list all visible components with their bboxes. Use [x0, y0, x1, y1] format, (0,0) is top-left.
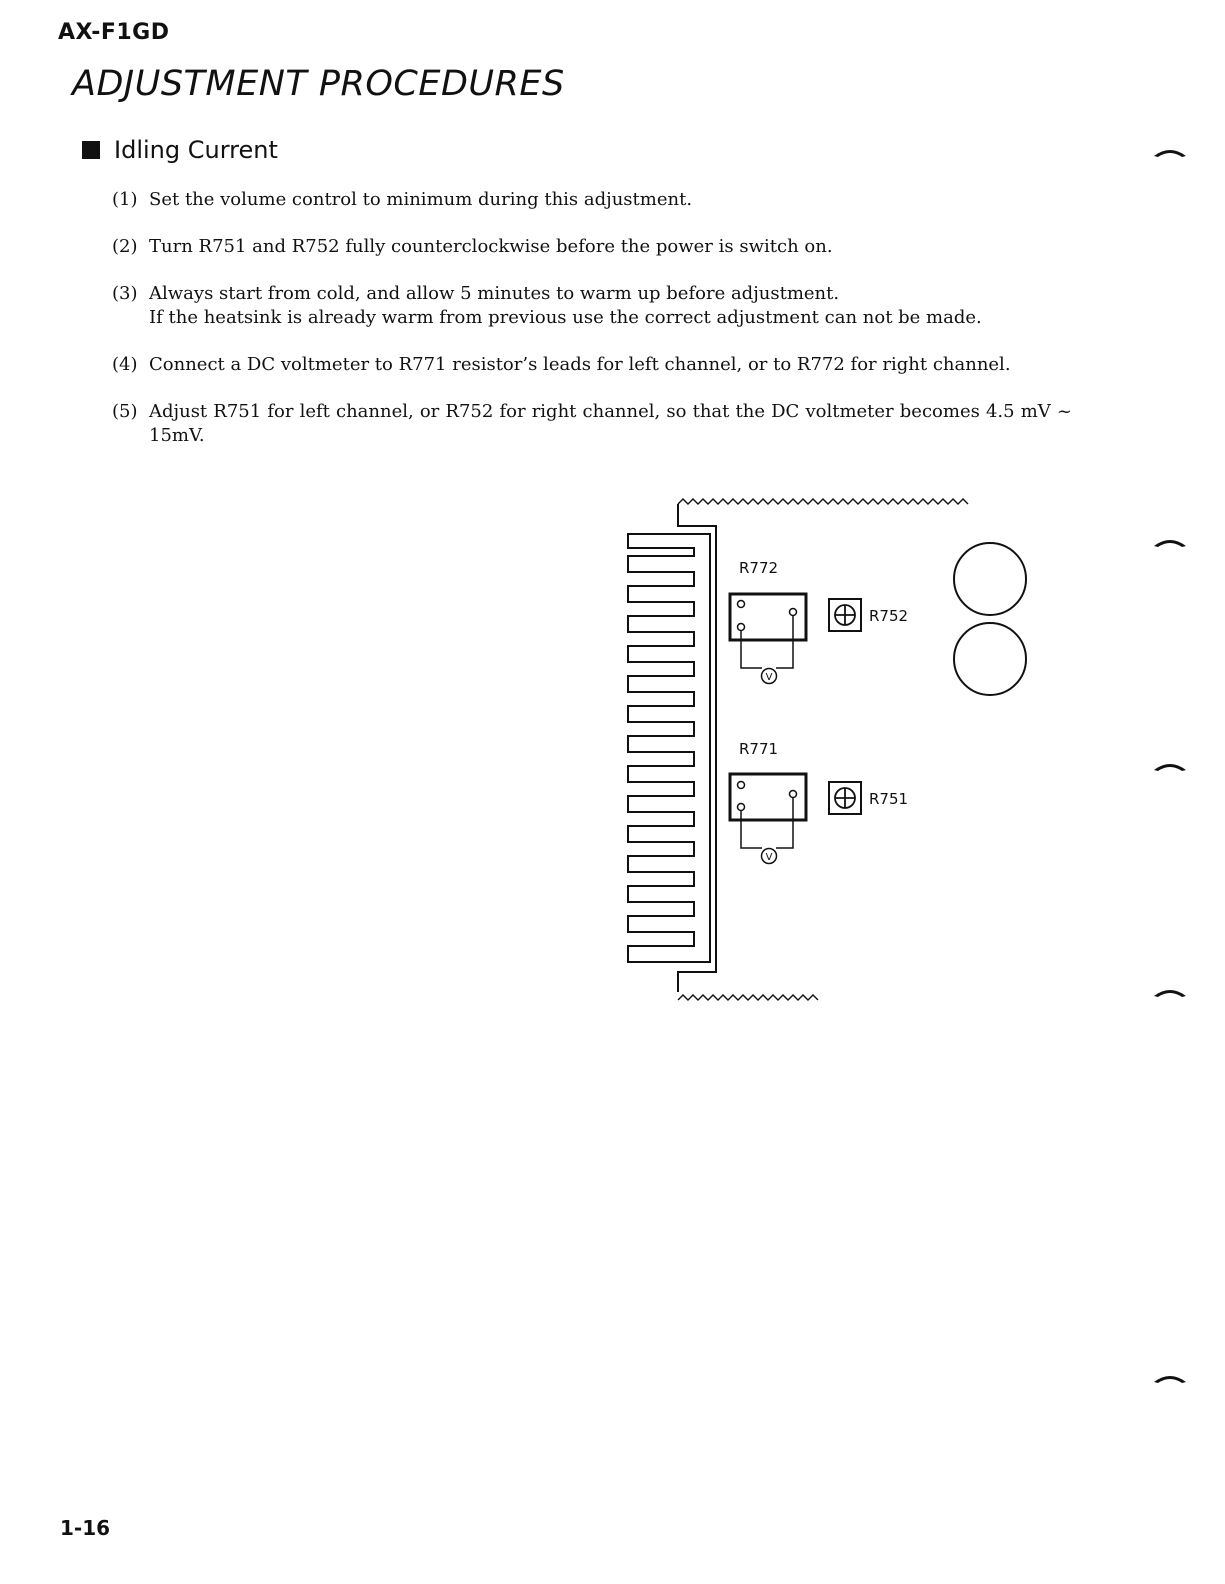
label-r772: R772 [739, 559, 779, 577]
label-r771: R771 [739, 740, 779, 758]
binding-mark-icon [1152, 1372, 1188, 1386]
step-item [112, 282, 1072, 330]
capacitor-bottom [954, 623, 1026, 695]
page-title: ADJUSTMENT PROCEDURES [72, 64, 565, 104]
step-text: Connect a DC voltmeter to R771 resistor’s leads for left channel, or to R772 for right channel. [149, 354, 1011, 375]
voltmeter-label: V [765, 852, 773, 863]
section-heading [82, 136, 278, 164]
step-item [112, 400, 1072, 448]
page-number: 1-16 [60, 1516, 111, 1540]
capacitor-top [954, 543, 1026, 615]
step-item [112, 353, 1072, 377]
binding-mark-icon [1152, 986, 1188, 1000]
step-number: (3) [112, 283, 138, 304]
step-text: Turn R751 and R752 fully counterclockwise before the power is switch on. [149, 236, 833, 257]
square-bullet-icon [82, 141, 100, 159]
step-item [112, 235, 1072, 259]
step-number: (2) [112, 236, 138, 257]
step-number: (1) [112, 189, 138, 210]
model-number: AX-F1GD [58, 20, 170, 45]
step-text-line: If the heatsink is already warm from previous use the correct adjustment can not be made. [149, 307, 982, 328]
r772-lead-right [790, 609, 797, 616]
step-text [149, 282, 1072, 330]
pcb-top-break [678, 499, 968, 504]
r772-probe-wires [741, 616, 793, 668]
adjustment-diagram [600, 490, 1040, 1010]
pcb-bottom-break [678, 995, 818, 1000]
label-r751: R751 [869, 790, 909, 808]
step-text: Set the volume control to minimum during this adjustment. [149, 189, 693, 210]
r771-lead-left [738, 804, 745, 811]
binding-mark-icon [1152, 146, 1188, 160]
r771-probe-wires [741, 798, 793, 848]
r771-lead-left-top [738, 782, 745, 789]
step-text-line: Always start from cold, and allow 5 minutes to warm up before adjustment. [149, 283, 840, 304]
label-r752: R752 [869, 607, 909, 625]
step-item [112, 188, 1072, 212]
binding-mark-icon [1152, 536, 1188, 550]
section-title: Idling Current [114, 136, 278, 164]
procedure-steps [112, 188, 1072, 471]
r772-lead-left [738, 624, 745, 631]
voltmeter-label: V [765, 672, 773, 683]
heatsink [628, 534, 710, 962]
r771-lead-right [790, 791, 797, 798]
step-number: (4) [112, 354, 138, 375]
binding-mark-icon [1152, 760, 1188, 774]
step-text: Adjust R751 for left channel, or R752 for right channel, so that the DC voltmeter becomes 4.5 mV ~ 15mV. [149, 401, 1072, 446]
step-number: (5) [112, 401, 138, 422]
r772-lead-left-top [738, 601, 745, 608]
